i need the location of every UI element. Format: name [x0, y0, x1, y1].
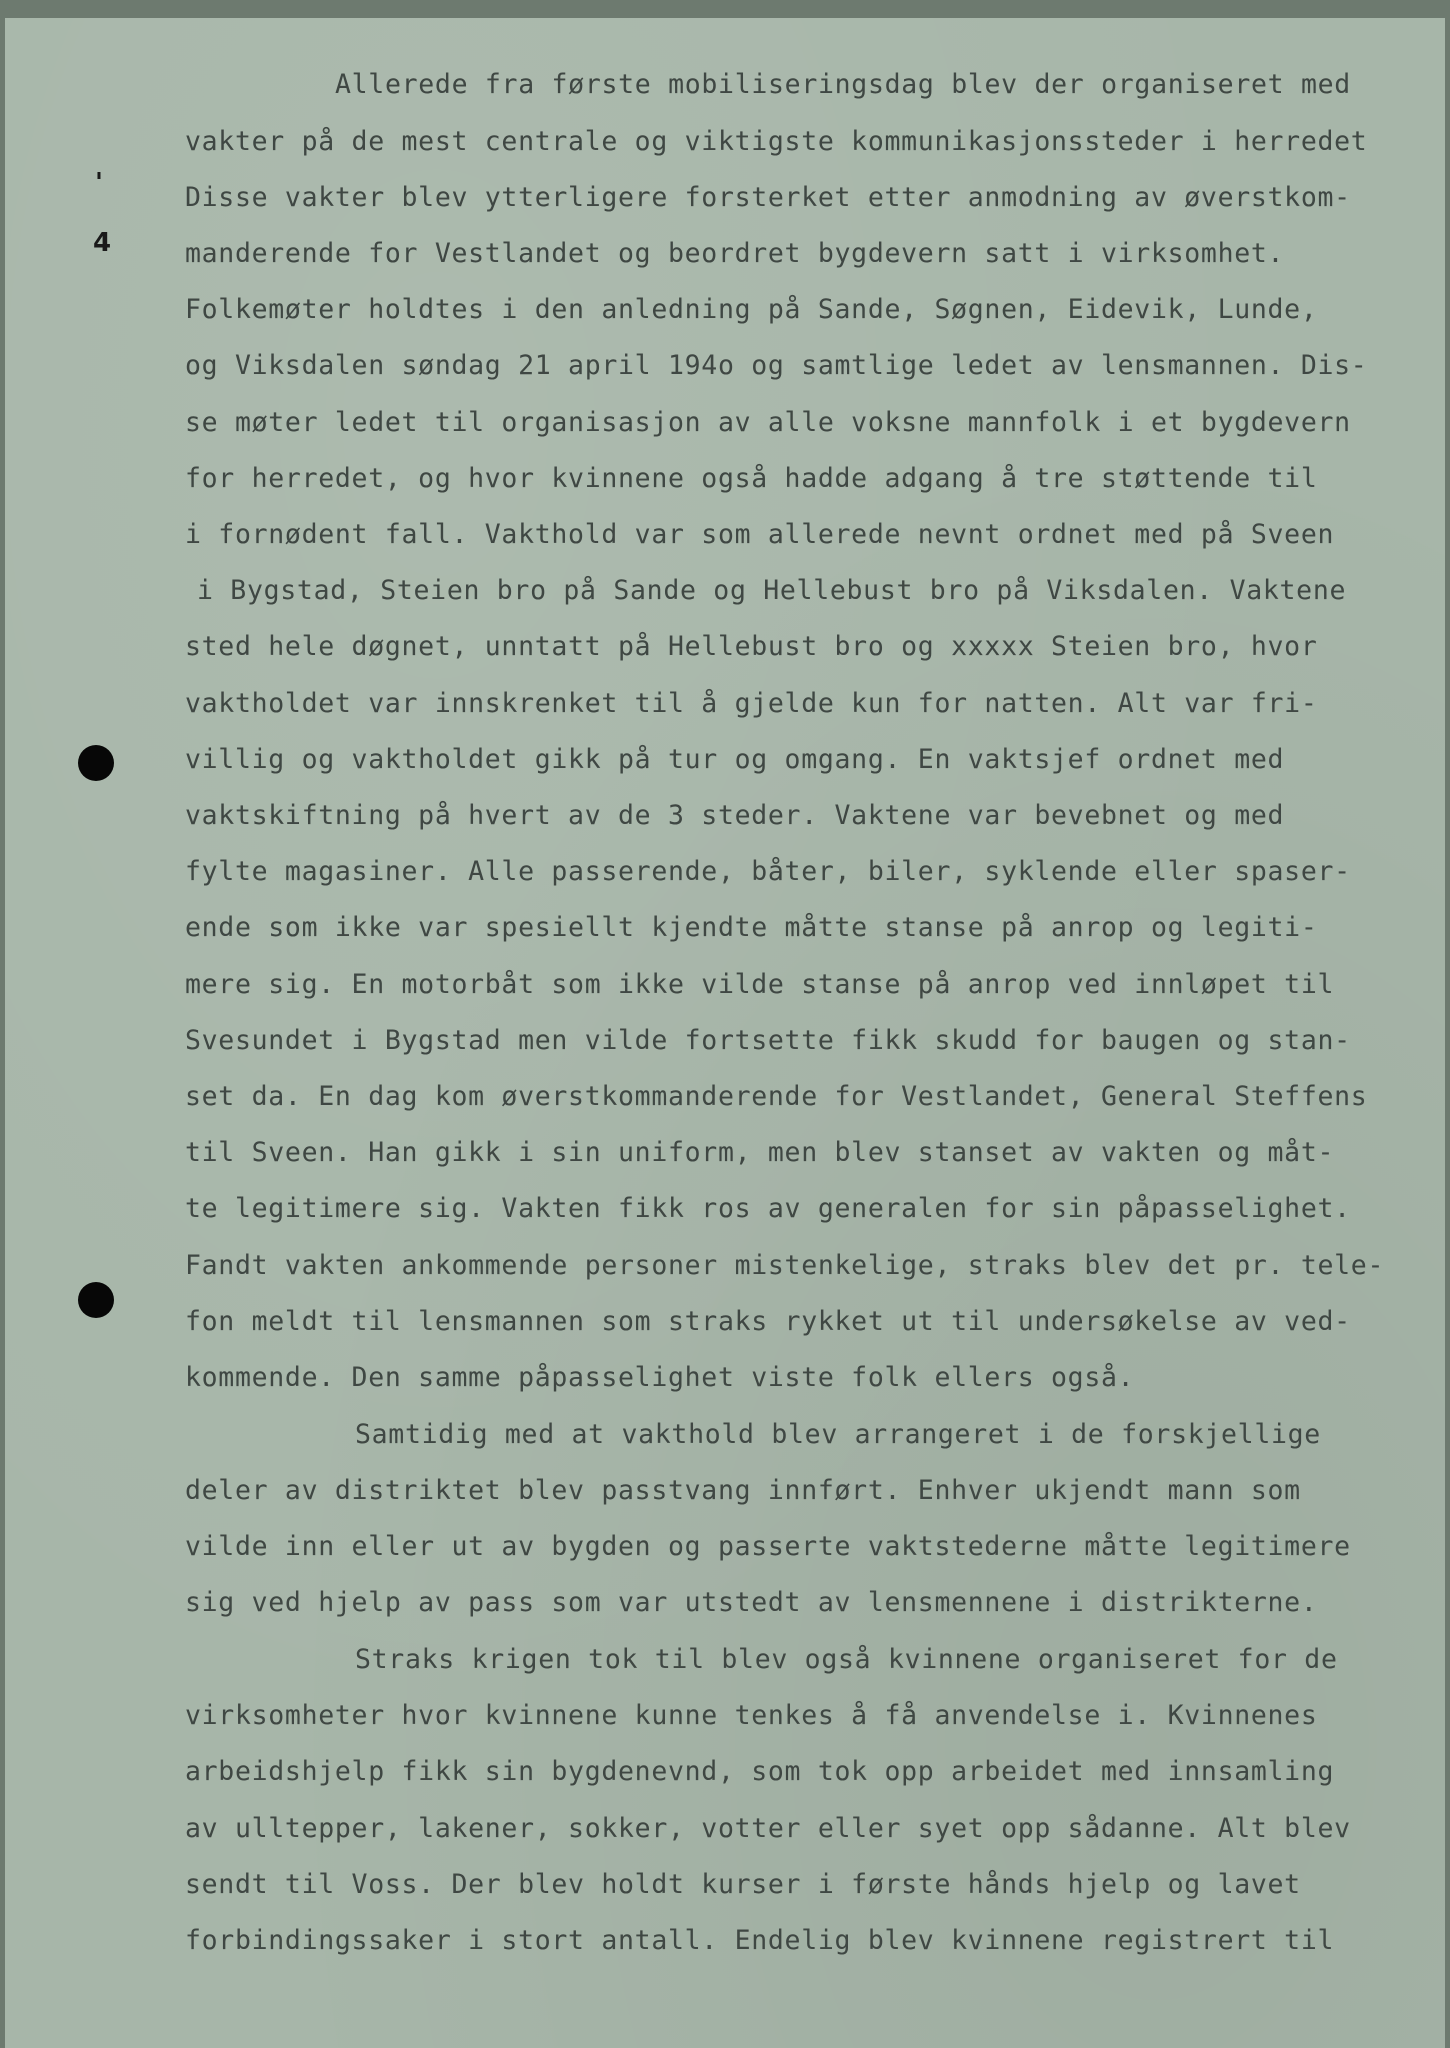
text-line: vilde inn eller ut av bygden og passerte vaktstederne måtte legitimere	[185, 1531, 1351, 1562]
text-line: vaktskiftning på hvert av de 3 steder. Vaktene var bevebnet og med	[185, 800, 1285, 831]
text-line: og Viksdalen søndag 21 april 194o og samtlige ledet av lensmannen. Dis-	[185, 350, 1368, 381]
text-line: forbindingssaker i stort antall. Endelig blev kvinnene registrert til	[185, 1925, 1335, 1956]
text-line: ende som ikke var spesiellt kjendte måtte stanse på anrop og legiti-	[185, 912, 1318, 943]
text-line: Samtidig med at vakthold blev arrangeret i de forskjellige	[355, 1419, 1321, 1450]
text-line: sendt til Voss. Der blev holdt kurser i første hånds hjelp og lavet	[185, 1869, 1301, 1900]
text-line: villig og vaktholdet gikk på tur og omgang. En vaktsjef ordnet med	[185, 744, 1285, 775]
text-line: sig ved hjelp av pass som var utstedt av lensmennene i distrikterne.	[185, 1587, 1318, 1618]
text-line: for herredet, og hvor kvinnene også hadde adgang å tre støttende til	[185, 463, 1318, 494]
text-line: fylte magasiner. Alle passerende, båter, biler, syklende eller spaser-	[185, 856, 1351, 887]
text-line: fon meldt til lensmannen som straks rykket ut til undersøkelse av ved-	[185, 1306, 1351, 1337]
text-line: Straks krigen tok til blev også kvinnene organiseret for de	[355, 1644, 1338, 1675]
text-line: Allerede fra første mobiliseringsdag blev der organiseret med	[335, 69, 1351, 100]
text-line: te legitimere sig. Vakten fikk ros av generalen for sin påpasselighet.	[185, 1193, 1351, 1224]
text-line: Folkemøter holdtes i den anledning på Sande, Søgnen, Eidevik, Lunde,	[185, 294, 1318, 325]
punch-hole-lower	[78, 1282, 114, 1318]
text-line: til Sveen. Han gikk i sin uniform, men blev stanset av vakten og måt-	[185, 1137, 1335, 1168]
text-line: vakter på de mest centrale og viktigste kommunikasjonssteder i herredet	[185, 126, 1368, 157]
text-line: Svesundet i Bygstad men vilde fortsette fikk skudd for baugen og stan-	[185, 1025, 1351, 1056]
text-line: arbeidshjelp fikk sin bygdenevnd, som tok opp arbeidet med innsamling	[185, 1756, 1335, 1787]
text-line: i Bygstad, Steien bro på Sande og Hellebust bro på Viksdalen. Vaktene	[197, 575, 1347, 606]
text-line: Disse vakter blev ytterligere forsterket etter anmodning av øverstkom-	[185, 182, 1351, 213]
punch-hole-upper	[78, 745, 114, 781]
text-line: sted hele døgnet, unntatt på Hellebust bro og xxxxx Steien bro, hvor	[185, 631, 1318, 662]
margin-mark-2: 4	[93, 228, 112, 258]
margin-mark-1: '	[95, 168, 103, 198]
text-line: se møter ledet til organisasjon av alle voksne mannfolk i et bygdevern	[185, 407, 1351, 438]
text-line: vaktholdet var innskrenket til å gjelde kun for natten. Alt var fri-	[185, 688, 1318, 719]
text-line: manderende for Vestlandet og beordret bygdevern satt i virksomhet.	[185, 238, 1285, 269]
text-line: kommende. Den samme påpasselighet viste folk ellers også.	[185, 1362, 1135, 1393]
text-line: mere sig. En motorbåt som ikke vilde stanse på anrop ved innløpet til	[185, 969, 1335, 1000]
text-line: Fandt vakten ankommende personer mistenkelige, straks blev det pr. tele-	[185, 1250, 1385, 1281]
text-line: i fornødent fall. Vakthold var som allerede nevnt ordnet med på Sveen	[185, 519, 1335, 550]
text-line: deler av distriktet blev passtvang innført. Enhver ukjendt mann som	[185, 1475, 1301, 1506]
typewritten-page	[5, 18, 1445, 2048]
text-line: av ulltepper, lakener, sokker, votter eller syet opp sådanne. Alt blev	[185, 1813, 1351, 1844]
text-line: set da. En dag kom øverstkommanderende for Vestlandet, General Steffens	[185, 1081, 1368, 1112]
text-line: virksomheter hvor kvinnene kunne tenkes å få anvendelse i. Kvinnenes	[185, 1700, 1318, 1731]
